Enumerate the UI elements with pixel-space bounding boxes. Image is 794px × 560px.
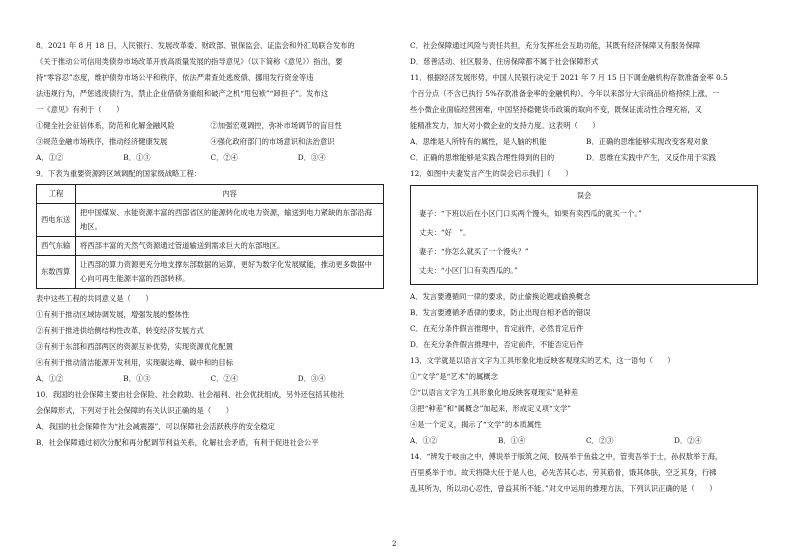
project-name: 西电东送 <box>37 204 76 237</box>
statement-row <box>36 118 385 134</box>
question-text-line: 表中这些工程的共同意义是（ ） <box>36 294 153 303</box>
statement-item: ④有利于推动清洁能源开发利用，实现碳达峰、碳中和的目标 <box>36 358 234 367</box>
question-text-line: 百里奚举于市。故天将降大任于是人也，必先苦其心志，劳其筋骨，饿其体肤，空乏其身，行拂 <box>410 468 717 477</box>
answer-options <box>410 433 762 449</box>
statement-item: ③把“种差”和“属概念”加起来，形成定义项“文学” <box>410 404 572 413</box>
option-c[interactable]: C．②③ <box>586 436 614 445</box>
question-text-line: 11．根据经济发展形势，中国人民银行决定于 2021 年 7 月 15 日下调金融机构存款准备金率 0.5 <box>410 73 728 82</box>
option-a[interactable]: A．我国的社会保障作为“社会减震器”，可以保障社会活跃秩序的安全稳定 <box>36 422 275 431</box>
question-text-line: 10．我国的社会保障主要由社会保险、社会救助、社会福利、社会优抚组成，另外还包括其他社 <box>36 390 345 399</box>
statement-item: ④强化政府部门的市场意识和法治意识 <box>210 137 335 146</box>
project-content: 将西部丰富的天然气资源通过管道输送到需求巨大的东部地区。 <box>76 237 384 256</box>
question-text-line: 些小微企业面临经营困难，中国坚持稳健货币政策的取向不变，既保证流动性合理充裕，又 <box>410 105 702 114</box>
projects-table <box>36 184 384 289</box>
statement-item: ②有利于推进供给侧结构性改革，转变经济发展方式 <box>36 326 204 335</box>
question-8 <box>36 38 385 166</box>
table-row <box>37 256 384 289</box>
option-a[interactable]: A．①② <box>36 153 64 162</box>
answer-options <box>410 150 762 166</box>
project-content: 让西部的算力资源更充分地支撑东部数据的运算，更好为数字化发展赋能，推动更多数据中心向可再生能源丰富的西部转移。 <box>76 256 384 289</box>
question-text-line: 一《意见》有利于（ ） <box>36 105 124 114</box>
question-9 <box>36 166 385 387</box>
option-c[interactable]: C．②④ <box>210 153 238 162</box>
option-a[interactable]: A．思维是人所特有的属性，是人脑的机能 <box>410 137 547 146</box>
option-b[interactable]: B．①④ <box>498 436 526 445</box>
question-text-line: 13．文学就是以语言文字为工具形象化地反映客观现实的艺术，这一语句（ ） <box>410 356 675 365</box>
question-text-line: 《关于推动公司信用类债券市场改革开放高质量发展的指导意见》（以下简称《意见》）指出，要 <box>36 57 343 66</box>
right-column <box>410 38 762 497</box>
question-text-line: 14．“辨发于岐亩之中，傅说举于版筑之间，胶鬲举于鱼盐之中，管夷吾举于士，孙叔敖举于海， <box>410 452 723 461</box>
question-10 <box>36 387 385 451</box>
statement-item: ③有利于东部和西部两区的资源互补优势，实现资源优化配置 <box>36 342 234 351</box>
dialog-line: 丈夫：“好 ”。 <box>419 228 471 237</box>
table-header-row <box>37 185 384 204</box>
option-b[interactable]: B．社会保障通过初次分配和再分配调节利益关系，化解社会矛盾，有利于促进社会公平 <box>36 438 319 447</box>
option-d[interactable]: D．慈善活动、社区服务、住房保障都不属于社会保障形式 <box>410 57 599 66</box>
table-header-cell: 工程 <box>37 185 76 204</box>
statement-item: ①健全社会征信体系，防范和化解金融风险 <box>36 121 175 130</box>
question-14 <box>410 449 762 497</box>
question-text-line: 能精准发力，加大对小微企业的支持力度。这表明（ ） <box>410 121 600 130</box>
option-a[interactable]: A．①② <box>410 436 438 445</box>
question-text-line: 个百分点（不含已执行 5%存款准备金率的金融机构）。今年以来部分大宗商品价格持续上涨，一 <box>410 89 720 98</box>
option-d[interactable]: D．③④ <box>297 374 326 383</box>
dialog-line: 丈夫：“小区门口有卖西瓜的。” <box>419 266 518 275</box>
option-d[interactable]: D．在充分条件假言推理中，否定前件，不能否定后件 <box>410 340 584 349</box>
option-b[interactable]: B．①③ <box>123 374 151 383</box>
answer-options <box>36 150 385 166</box>
option-d[interactable]: D．③④ <box>297 153 326 162</box>
option-c[interactable]: C．社会保障通过风险与责任共担，充分发挥社会互助功能，其既有经济保障又有服务保障 <box>410 41 701 50</box>
option-b[interactable]: B．正确的思维能够实现改变客观对象 <box>586 137 709 146</box>
table-row <box>37 204 384 237</box>
table-header-cell: 内容 <box>76 185 384 204</box>
answer-options <box>36 371 385 387</box>
question-text-line: 12．如图中夫妻发言产生的误会启示我们（ ） <box>410 169 573 178</box>
page-number: 2 <box>392 540 397 548</box>
option-d[interactable]: D．思维在实践中产生，又反作用于实践 <box>586 153 716 162</box>
question-text-line: 8．2021 年 8 月 18 日，人民银行、发展改革委、财政部、银保监会、证监会和外汇局联合发布的 <box>36 41 355 50</box>
statement-row <box>36 134 385 150</box>
table-row <box>37 237 384 256</box>
statement-item: ④是一个定义，揭示了“文学”的本质属性 <box>410 420 542 429</box>
option-a[interactable]: A．①② <box>36 374 64 383</box>
question-text-line: 9．下表为重要资源跨区域调配的国家级战略工程： <box>36 169 202 178</box>
dialog-box <box>410 185 758 285</box>
project-name: 西气东输 <box>37 237 76 256</box>
question-text-line: 持“零容忍”态度，维护债券市场公平和秩序，依法严肃查处逃废债、挪用发行资金等违 <box>36 73 314 82</box>
dialog-line: 妻子：“你怎么就买了一个馒头？” <box>419 247 529 256</box>
option-c[interactable]: C．②④ <box>210 374 238 383</box>
question-text-line: 会保障形式，下列对于社会保障的有关认识正确的是（ ） <box>36 406 234 415</box>
dialog-line: 妻子：“下班以后在小区门口买两个馒头，如果有卖西瓜的就买一个。” <box>419 209 642 218</box>
question-text-line: 法违规行为，严惩逃废债行为，禁止企业借债务重组和破产之机“甩包袱”“卸担子”。发布这 <box>36 89 329 98</box>
left-column <box>36 38 385 451</box>
option-b[interactable]: B．发言要遵循矛盾律的要求，防止出现自相矛盾的错误 <box>410 308 591 317</box>
project-name: 东数西算 <box>37 256 76 289</box>
option-d[interactable]: D．②④ <box>674 436 702 445</box>
statement-item: ①有利于推动区域协调发展，增强发展的整体性 <box>36 310 190 319</box>
statement-item: ③规范金融市场秩序，推动经济健康发展 <box>36 137 168 146</box>
question-13 <box>410 353 762 449</box>
statement-item: ②加强宏观调控，弥补市场调节的盲目性 <box>210 121 342 130</box>
option-b[interactable]: B．①③ <box>123 153 151 162</box>
question-10-continued <box>410 38 762 70</box>
option-c[interactable]: C．正确的思维能够是实践合理性得到的目的 <box>410 153 555 162</box>
question-11 <box>410 70 762 166</box>
question-12 <box>410 166 762 353</box>
answer-options <box>410 134 762 150</box>
option-a[interactable]: A．发言要遵循同一律的要求，防止偷换论题或偷换概念 <box>410 292 591 301</box>
option-c[interactable]: C．在充分条件假言推理中，肯定前件，必然肯定后件 <box>410 324 584 333</box>
statement-item: ②“以语言文字为工具形象化地反映客观现实”是种差 <box>410 388 578 397</box>
question-text-line: 乱其所为，所以动心忍性，曾益其所不能。”对文中运用的推理方法，下列认识正确的是（ ） <box>410 484 717 493</box>
project-content: 把中国煤炭、水能资源丰富的西部省区的能源转化成电力资源，输送到电力紧缺的东部沿海地区。 <box>76 204 384 237</box>
dialog-title: 误会 <box>576 191 592 200</box>
statement-item: ①“文学”是“艺术”的属概念 <box>410 372 498 381</box>
